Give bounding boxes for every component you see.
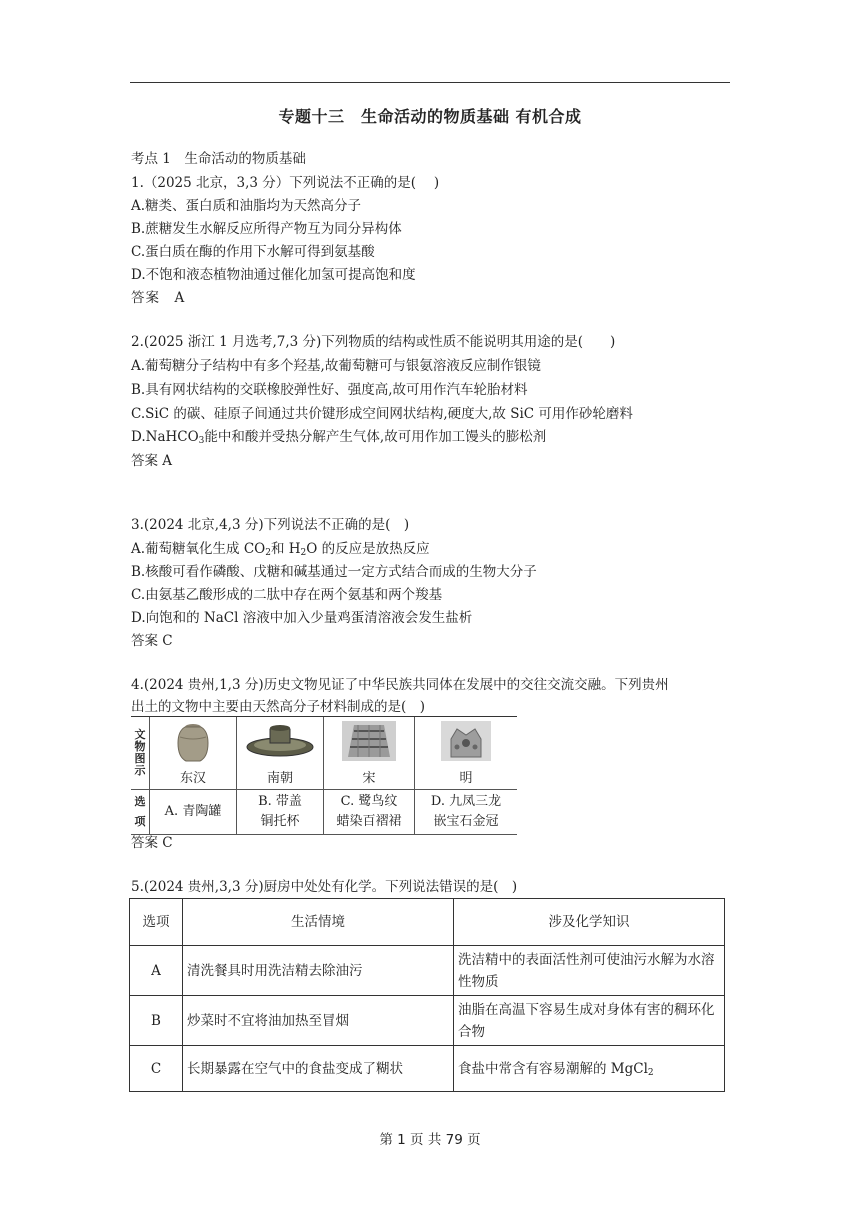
q3-stem: 3.(2024 北京,4,3 分)下列说法不正确的是( ) xyxy=(131,517,410,533)
q1-option-c: C.蛋白质在酶的作用下水解可得到氨基酸 xyxy=(131,244,375,260)
q2-option-b: B.具有网状结构的交联橡胶弹性好、强度高,故可用作汽车轮胎材料 xyxy=(131,382,528,398)
pottery-jar-image xyxy=(150,717,236,765)
era-label-d: 明 xyxy=(459,771,473,786)
row-header-images: 文 物 图 示 xyxy=(131,717,150,790)
era-label-c: 宋 xyxy=(362,771,376,786)
q3-option-d: D.向饱和的 NaCl 溶液中加入少量鸡蛋清溶液会发生盐析 xyxy=(131,610,473,626)
row-header-options: 选 项 xyxy=(131,790,150,835)
era-label-b: 南朝 xyxy=(266,771,293,786)
q4-answer: 答案 C xyxy=(131,835,173,851)
q1-option-d: D.不饱和液态植物油通过催化加氢可提高饱和度 xyxy=(131,267,416,283)
option-a: A. 青陶罐 xyxy=(150,790,237,835)
q5-row-a-option: A xyxy=(130,946,183,996)
q5-row-b-option: B xyxy=(130,996,183,1046)
page-footer: 第 1 页 共 79 页 xyxy=(379,1132,481,1148)
q5-row-c-knowledge: 食盐中常含有容易潮解的 MgCl$_2$ xyxy=(454,1046,725,1092)
q5-row-b-knowledge: 油脂在高温下容易生成对身体有害的稠环化合物 xyxy=(454,996,725,1046)
q2-option-a: A.葡萄糖分子结构中有多个羟基,故葡萄糖可与银氨溶液反应制作银镜 xyxy=(131,358,541,374)
q2-option-d: D.NaHCO$_3$能中和酸并受热分解产生气体,故可用作加工馒头的膨松剂 xyxy=(131,429,547,446)
relic-image-cell-c xyxy=(324,717,415,790)
q3-option-b: B.核酸可看作磷酸、戊糖和碱基通过一定方式结合而成的生物大分子 xyxy=(131,564,537,580)
q4-relic-table xyxy=(131,716,517,835)
q5-row-a-scenario: 清洗餐具时用洗洁精去除油污 xyxy=(183,946,454,996)
q4-stem-line1: 4.(2024 贵州,1,3 分)历史文物见证了中华民族共同体在发展中的交往交流交融。下列贵州 xyxy=(131,677,669,693)
header-rule xyxy=(130,82,730,83)
q2-answer: 答案 A xyxy=(131,453,173,469)
q1-stem: 1.（2025 北京，3,3 分）下列说法不正确的是( ) xyxy=(131,175,440,191)
q1-option-b: B.蔗糖发生水解反应所得产物互为同分异构体 xyxy=(131,221,402,237)
q5-row-c-scenario: 长期暴露在空气中的食盐变成了糊状 xyxy=(183,1046,454,1092)
q5-row-b-scenario: 炒菜时不宜将油加热至冒烟 xyxy=(183,996,454,1046)
q5-header-option: 选项 xyxy=(130,899,183,946)
batik-skirt-image xyxy=(324,717,414,765)
relic-image-cell-a xyxy=(150,717,237,790)
q3-option-c: C.由氨基乙酸形成的二肽中存在两个氨基和两个羧基 xyxy=(131,587,443,603)
page-title: 专题十三 生命活动的物质基础 有机合成 xyxy=(278,107,582,126)
q5-stem: 5.(2024 贵州,3,3 分)厨房中处处有化学。下列说法错误的是( ) xyxy=(131,879,518,895)
q5-header-scenario: 生活情境 xyxy=(183,899,454,946)
q5-table xyxy=(129,898,725,1092)
q3-answer: 答案 C xyxy=(131,633,173,649)
era-label-a: 东汉 xyxy=(179,771,206,786)
q4-stem-line2: 出土的文物中主要由天然高分子材料制成的是( ) xyxy=(131,699,426,715)
option-d: D. 九凤三龙 嵌宝石金冠 xyxy=(415,790,518,835)
section-heading: 考点 1 生命活动的物质基础 xyxy=(131,151,306,167)
q1-option-a: A.糖类、蛋白质和油脂均为天然高分子 xyxy=(131,198,362,214)
q5-row-a-knowledge: 洗洁精中的表面活性剂可使油污水解为水溶性物质 xyxy=(454,946,725,996)
q5-header-knowledge: 涉及化学知识 xyxy=(454,899,725,946)
q3-option-a: A.葡萄糖氧化生成 $CO_2$和 $H_2O$ 的反应是放热反应 xyxy=(131,541,430,558)
relic-image-cell-b xyxy=(237,717,324,790)
bronze-cup-image xyxy=(237,717,323,765)
option-b: B. 带盖 铜托杯 xyxy=(237,790,324,835)
gold-crown-image xyxy=(415,717,517,765)
q1-answer: 答案 A xyxy=(131,290,186,306)
relic-image-cell-d xyxy=(415,717,518,790)
option-c: C. 鹭鸟纹 蜡染百褶裙 xyxy=(324,790,415,835)
q2-option-c: C.SiC 的碳、硅原子间通过共价键形成空间网状结构,硬度大,故 SiC 可用作砂轮磨料 xyxy=(131,406,633,422)
q2-stem: 2.(2025 浙江 1 月选考,7,3 分)下列物质的结构或性质不能说明其用途的是( ) xyxy=(131,334,616,350)
q5-row-c-option: C xyxy=(130,1046,183,1092)
